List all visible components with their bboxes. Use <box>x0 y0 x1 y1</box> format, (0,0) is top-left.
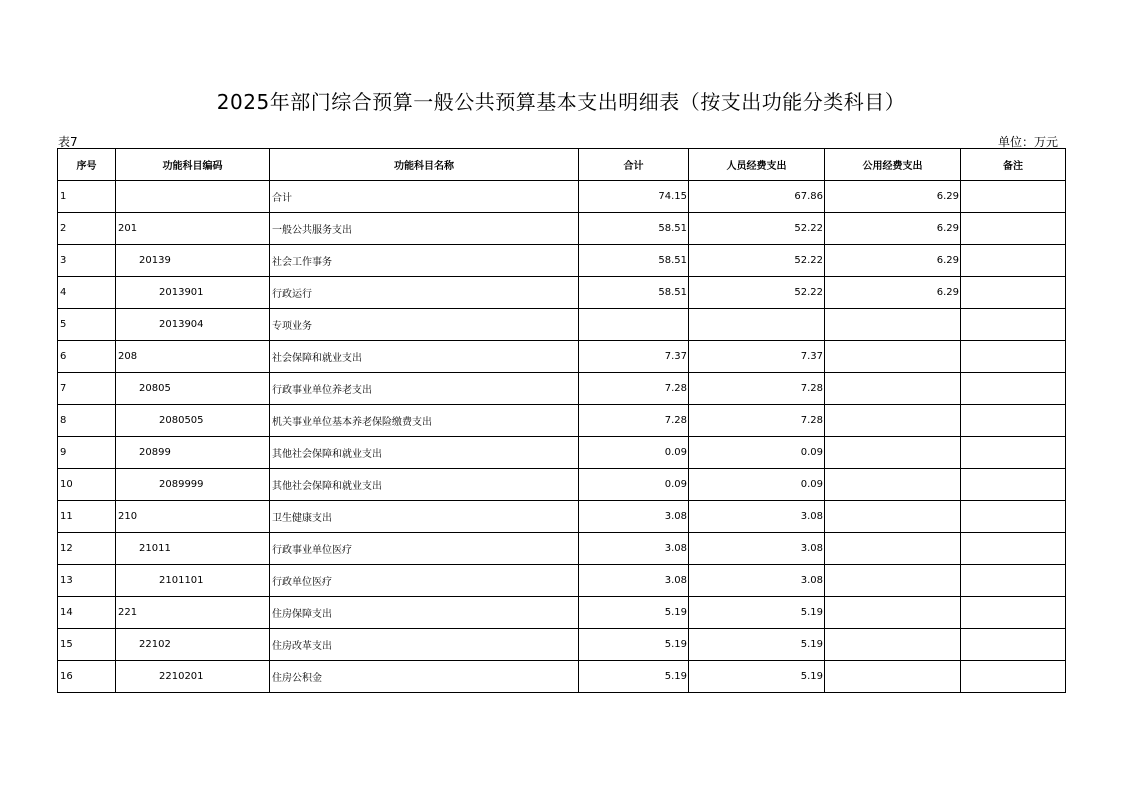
cell-public: 6.29 <box>825 245 961 277</box>
cell-no: 2 <box>58 213 116 245</box>
cell-total: 7.28 <box>579 373 689 405</box>
cell-remark <box>961 373 1066 405</box>
cell-public <box>825 405 961 437</box>
cell-total: 58.51 <box>579 277 689 309</box>
cell-name: 专项业务 <box>270 309 579 341</box>
cell-remark <box>961 629 1066 661</box>
cell-no: 1 <box>58 181 116 213</box>
header-no: 序号 <box>58 149 116 181</box>
cell-no: 3 <box>58 245 116 277</box>
cell-name: 住房保障支出 <box>270 597 579 629</box>
table-body <box>58 181 1066 693</box>
cell-code: 2101101 <box>116 565 270 597</box>
cell-no: 5 <box>58 309 116 341</box>
cell-no: 6 <box>58 341 116 373</box>
cell-no: 11 <box>58 501 116 533</box>
cell-no: 8 <box>58 405 116 437</box>
cell-public <box>825 533 961 565</box>
cell-code: 2089999 <box>116 469 270 501</box>
cell-code: 210 <box>116 501 270 533</box>
table-row <box>58 277 1066 309</box>
table-row <box>58 629 1066 661</box>
cell-code: 20805 <box>116 373 270 405</box>
cell-total: 58.51 <box>579 245 689 277</box>
cell-code: 208 <box>116 341 270 373</box>
cell-public <box>825 565 961 597</box>
cell-remark <box>961 501 1066 533</box>
cell-total: 5.19 <box>579 629 689 661</box>
cell-no: 15 <box>58 629 116 661</box>
cell-personnel: 7.28 <box>689 373 825 405</box>
cell-public <box>825 501 961 533</box>
cell-code: 21011 <box>116 533 270 565</box>
table-row <box>58 501 1066 533</box>
table-row <box>58 533 1066 565</box>
cell-personnel: 52.22 <box>689 213 825 245</box>
header-total: 合计 <box>579 149 689 181</box>
header-public: 公用经费支出 <box>825 149 961 181</box>
table-row <box>58 661 1066 693</box>
cell-public <box>825 661 961 693</box>
cell-code: 20139 <box>116 245 270 277</box>
cell-name: 其他社会保障和就业支出 <box>270 469 579 501</box>
cell-personnel: 3.08 <box>689 533 825 565</box>
cell-public <box>825 309 961 341</box>
cell-remark <box>961 565 1066 597</box>
cell-code: 221 <box>116 597 270 629</box>
cell-no: 7 <box>58 373 116 405</box>
cell-name: 卫生健康支出 <box>270 501 579 533</box>
header-name: 功能科目名称 <box>270 149 579 181</box>
cell-no: 4 <box>58 277 116 309</box>
cell-public <box>825 437 961 469</box>
cell-public <box>825 373 961 405</box>
cell-personnel: 7.37 <box>689 341 825 373</box>
cell-remark <box>961 213 1066 245</box>
cell-remark <box>961 341 1066 373</box>
cell-total: 0.09 <box>579 469 689 501</box>
cell-name: 一般公共服务支出 <box>270 213 579 245</box>
table-row <box>58 565 1066 597</box>
cell-no: 14 <box>58 597 116 629</box>
cell-remark <box>961 533 1066 565</box>
cell-code: 2080505 <box>116 405 270 437</box>
cell-total: 7.28 <box>579 405 689 437</box>
header-personnel: 人员经费支出 <box>689 149 825 181</box>
cell-public: 6.29 <box>825 213 961 245</box>
cell-personnel <box>689 309 825 341</box>
cell-no: 9 <box>58 437 116 469</box>
header-code: 功能科目编码 <box>116 149 270 181</box>
table-number: 表7 <box>58 135 78 149</box>
cell-code <box>116 181 270 213</box>
cell-name: 合计 <box>270 181 579 213</box>
cell-total: 3.08 <box>579 501 689 533</box>
cell-personnel: 67.86 <box>689 181 825 213</box>
budget-table <box>57 148 1066 693</box>
table-row <box>58 373 1066 405</box>
cell-no: 16 <box>58 661 116 693</box>
cell-personnel: 7.28 <box>689 405 825 437</box>
cell-remark <box>961 597 1066 629</box>
header-row <box>58 149 1066 181</box>
cell-personnel: 5.19 <box>689 597 825 629</box>
cell-total: 7.37 <box>579 341 689 373</box>
page-title: 2025年部门综合预算一般公共预算基本支出明细表（按支出功能分类科目） <box>216 90 906 114</box>
cell-personnel: 5.19 <box>689 629 825 661</box>
cell-name: 其他社会保障和就业支出 <box>270 437 579 469</box>
cell-personnel: 52.22 <box>689 277 825 309</box>
cell-total: 3.08 <box>579 533 689 565</box>
table-row <box>58 469 1066 501</box>
cell-remark <box>961 245 1066 277</box>
cell-code: 22102 <box>116 629 270 661</box>
cell-personnel: 3.08 <box>689 565 825 597</box>
cell-total: 0.09 <box>579 437 689 469</box>
cell-name: 住房公积金 <box>270 661 579 693</box>
table-row <box>58 309 1066 341</box>
unit-label: 单位：万元 <box>997 135 1058 149</box>
cell-total: 3.08 <box>579 565 689 597</box>
cell-code: 2013904 <box>116 309 270 341</box>
cell-public: 6.29 <box>825 181 961 213</box>
cell-remark <box>961 469 1066 501</box>
cell-public <box>825 629 961 661</box>
cell-personnel: 3.08 <box>689 501 825 533</box>
cell-name: 行政运行 <box>270 277 579 309</box>
cell-remark <box>961 437 1066 469</box>
cell-code: 2210201 <box>116 661 270 693</box>
cell-public <box>825 341 961 373</box>
cell-remark <box>961 405 1066 437</box>
cell-remark <box>961 309 1066 341</box>
cell-total: 58.51 <box>579 213 689 245</box>
cell-total: 5.19 <box>579 661 689 693</box>
cell-personnel: 0.09 <box>689 437 825 469</box>
table-row <box>58 213 1066 245</box>
cell-remark <box>961 181 1066 213</box>
table-row <box>58 181 1066 213</box>
cell-code: 20899 <box>116 437 270 469</box>
cell-public: 6.29 <box>825 277 961 309</box>
cell-remark <box>961 661 1066 693</box>
table-row <box>58 405 1066 437</box>
cell-no: 13 <box>58 565 116 597</box>
cell-public <box>825 597 961 629</box>
cell-public <box>825 469 961 501</box>
cell-name: 行政事业单位医疗 <box>270 533 579 565</box>
cell-total: 74.15 <box>579 181 689 213</box>
table-row <box>58 437 1066 469</box>
cell-no: 12 <box>58 533 116 565</box>
table-row <box>58 341 1066 373</box>
cell-total: 5.19 <box>579 597 689 629</box>
cell-no: 10 <box>58 469 116 501</box>
cell-personnel: 52.22 <box>689 245 825 277</box>
cell-personnel: 0.09 <box>689 469 825 501</box>
header-remark: 备注 <box>961 149 1066 181</box>
cell-remark <box>961 277 1066 309</box>
table-row <box>58 245 1066 277</box>
cell-total <box>579 309 689 341</box>
cell-name: 行政单位医疗 <box>270 565 579 597</box>
cell-name: 社会保障和就业支出 <box>270 341 579 373</box>
table-row <box>58 597 1066 629</box>
cell-code: 201 <box>116 213 270 245</box>
cell-personnel: 5.19 <box>689 661 825 693</box>
cell-code: 2013901 <box>116 277 270 309</box>
cell-name: 社会工作事务 <box>270 245 579 277</box>
cell-name: 机关事业单位基本养老保险缴费支出 <box>270 405 579 437</box>
cell-name: 住房改革支出 <box>270 629 579 661</box>
cell-name: 行政事业单位养老支出 <box>270 373 579 405</box>
